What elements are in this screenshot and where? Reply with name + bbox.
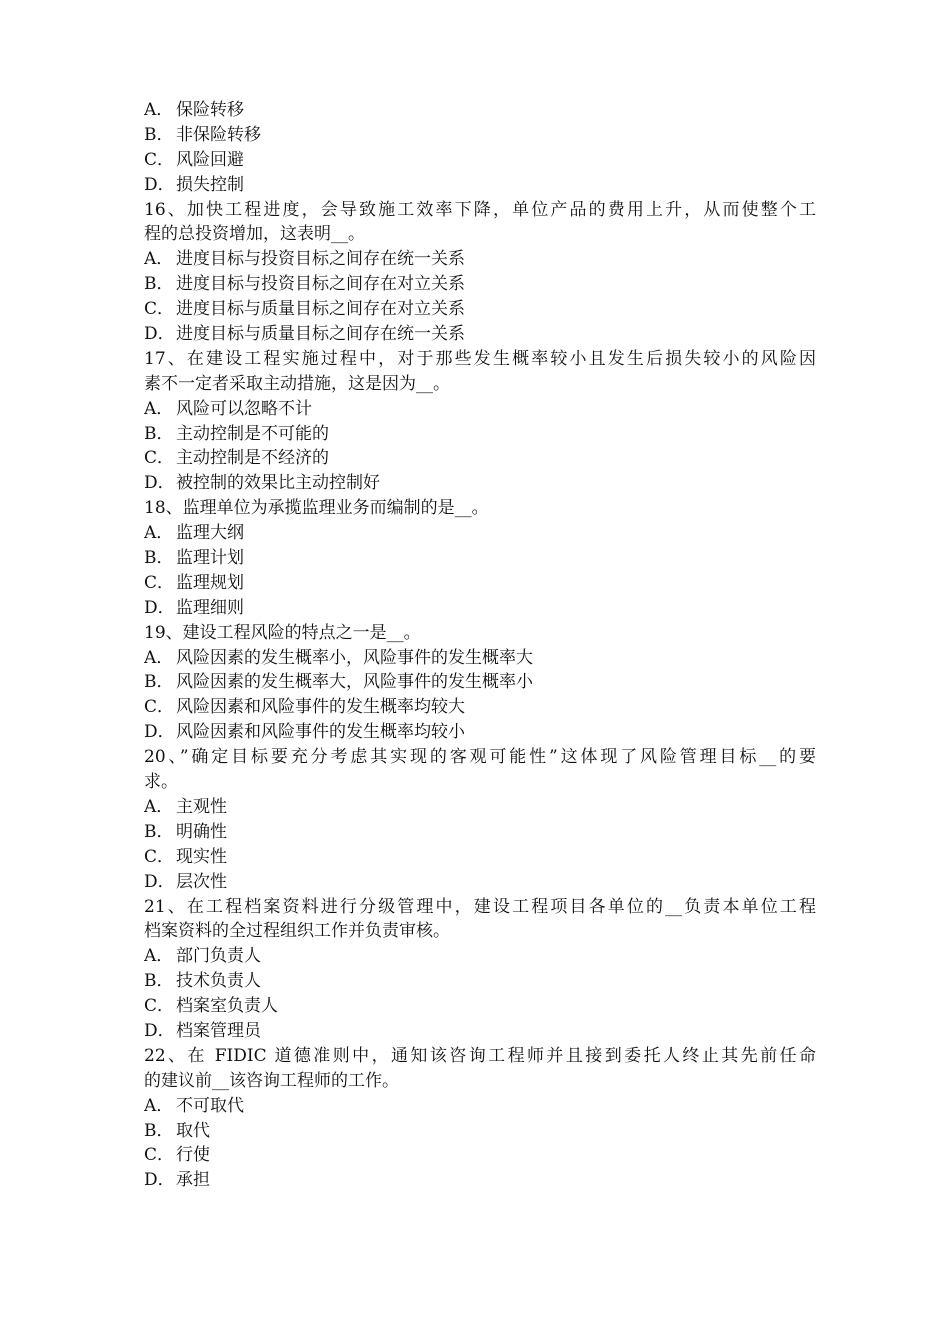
- leading-options: [144, 98, 816, 198]
- option-b: [144, 670, 816, 695]
- question-stem-line: 19、建设工程风险的特点之一是__。: [144, 622, 421, 643]
- option-d: [144, 596, 816, 621]
- question-stem-line: 的建议前__该咨询工程师的工作。: [144, 1070, 399, 1091]
- option-text: 被控制的效果比主动控制好: [176, 473, 380, 494]
- option-text: 档案室负责人: [176, 996, 278, 1017]
- option-c: [144, 297, 816, 322]
- option-d: [144, 1019, 816, 1044]
- option-text: 不可取代: [176, 1095, 244, 1116]
- option-text: 监理规划: [176, 572, 244, 593]
- option-a: [144, 521, 816, 546]
- question-stem-line: 20、”确定目标要充分考虑其实现的客观可能性”这体现了风险管理目标__的要: [144, 747, 816, 768]
- option-letter: D．: [144, 1020, 175, 1041]
- option-text: 主动控制是不可能的: [176, 423, 329, 444]
- option-d: [144, 322, 816, 347]
- option-letter: C．: [144, 572, 175, 593]
- option-d: [144, 870, 816, 895]
- option-text: 风险因素和风险事件的发生概率均较大: [176, 697, 465, 718]
- question-stem-line: 求。: [144, 772, 178, 793]
- option-letter: D．: [144, 473, 175, 494]
- option-c: [144, 148, 816, 173]
- option-letter: A．: [144, 100, 174, 120]
- option-text: 风险可以忽略不计: [176, 398, 312, 419]
- option-letter: D．: [144, 871, 175, 892]
- option-letter: B．: [144, 1120, 174, 1141]
- option-text: 风险回避: [176, 149, 244, 170]
- document-page: [144, 98, 816, 1193]
- option-b: [144, 1119, 816, 1144]
- option-text: 行使: [176, 1145, 210, 1166]
- option-c: [144, 994, 816, 1019]
- option-letter: C．: [144, 149, 175, 170]
- option-letter: C．: [144, 1145, 175, 1166]
- option-text: 风险因素的发生概率小，风险事件的发生概率大: [176, 647, 533, 668]
- option-text: 主观性: [176, 796, 227, 817]
- option-letter: A．: [144, 249, 174, 270]
- option-b: [144, 969, 816, 994]
- option-a: [144, 795, 816, 820]
- option-b: [144, 546, 816, 571]
- option-text: 监理计划: [176, 548, 244, 569]
- question-stem-line: 21、在工程档案资料进行分级管理中，建设工程项目各单位的__负责本单位工程: [144, 896, 816, 917]
- option-letter: A．: [144, 1095, 174, 1116]
- option-letter: C．: [144, 996, 175, 1017]
- option-text: 明确性: [176, 821, 227, 842]
- option-text: 进度目标与投资目标之间存在统一关系: [176, 249, 465, 270]
- option-a: [144, 646, 816, 671]
- option-letter: C．: [144, 697, 175, 718]
- option-a: [144, 98, 816, 123]
- option-d: [144, 720, 816, 745]
- option-letter: A．: [144, 946, 174, 967]
- option-letter: D．: [144, 722, 175, 743]
- option-text: 保险转移: [176, 100, 244, 120]
- option-letter: D．: [144, 1170, 175, 1191]
- option-text: 风险因素和风险事件的发生概率均较小: [176, 722, 465, 743]
- option-letter: D．: [144, 324, 175, 345]
- question-stem-line: 22、在 FIDIC 道德准则中，通知该咨询工程师并且接到委托人终止其先前任命: [144, 1045, 816, 1066]
- option-text: 进度目标与质量目标之间存在对立关系: [176, 299, 465, 320]
- question-21: [144, 895, 816, 1044]
- option-text: 现实性: [176, 846, 227, 867]
- option-letter: D．: [144, 174, 175, 195]
- option-b: [144, 820, 816, 845]
- option-letter: B．: [144, 672, 174, 693]
- option-letter: C．: [144, 448, 175, 469]
- option-text: 技术负责人: [176, 971, 261, 992]
- option-text: 主动控制是不经济的: [176, 448, 329, 469]
- option-c: [144, 446, 816, 471]
- option-a: [144, 397, 816, 422]
- option-text: 层次性: [176, 871, 227, 892]
- option-text: 进度目标与质量目标之间存在统一关系: [176, 324, 465, 345]
- question-17: [144, 347, 816, 496]
- question-18: [144, 496, 816, 620]
- option-c: [144, 1143, 816, 1168]
- option-text: 进度目标与投资目标之间存在对立关系: [176, 274, 465, 295]
- option-text: 监理大纲: [176, 523, 244, 544]
- option-b: [144, 422, 816, 447]
- option-c: [144, 695, 816, 720]
- question-20: [144, 745, 816, 894]
- option-b: [144, 272, 816, 297]
- option-letter: B．: [144, 548, 174, 569]
- option-letter: B．: [144, 971, 174, 992]
- option-c: [144, 845, 816, 870]
- option-text: 非保险转移: [176, 124, 261, 145]
- option-letter: A．: [144, 523, 174, 544]
- question-stem-line: 程的总投资增加，这表明__。: [144, 224, 365, 245]
- option-letter: C．: [144, 299, 175, 320]
- option-letter: A．: [144, 647, 174, 668]
- option-d: [144, 471, 816, 496]
- question-stem-line: 素不一定者采取主动措施，这是因为__。: [144, 373, 450, 394]
- option-letter: B．: [144, 124, 174, 145]
- option-b: [144, 123, 816, 148]
- option-d: [144, 173, 816, 198]
- option-letter: A．: [144, 796, 174, 817]
- option-text: 监理细则: [176, 597, 244, 618]
- option-letter: D．: [144, 597, 175, 618]
- question-stem-line: 档案资料的全过程组织工作并负责审核。: [144, 921, 450, 942]
- question-22: [144, 1044, 816, 1193]
- question-16: [144, 198, 816, 347]
- option-letter: B．: [144, 274, 174, 295]
- question-stem-line: 16、加快工程进度，会导致施工效率下降，单位产品的费用上升，从而使整个工: [144, 199, 816, 220]
- option-letter: B．: [144, 821, 174, 842]
- option-text: 档案管理员: [176, 1020, 261, 1041]
- option-letter: B．: [144, 423, 174, 444]
- question-19: [144, 621, 816, 745]
- option-text: 承担: [176, 1170, 210, 1191]
- option-letter: A．: [144, 398, 174, 419]
- question-stem-line: 18、监理单位为承揽监理业务而编制的是__。: [144, 498, 489, 519]
- option-letter: C．: [144, 846, 175, 867]
- option-text: 损失控制: [176, 174, 244, 195]
- option-a: [144, 1094, 816, 1119]
- option-text: 风险因素的发生概率大，风险事件的发生概率小: [176, 672, 533, 693]
- option-a: [144, 944, 816, 969]
- question-stem-line: 17、在建设工程实施过程中，对于那些发生概率较小且发生后损失较小的风险因: [144, 348, 816, 369]
- option-text: 取代: [176, 1120, 210, 1141]
- option-a: [144, 247, 816, 272]
- option-d: [144, 1168, 816, 1193]
- option-c: [144, 571, 816, 596]
- option-text: 部门负责人: [176, 946, 261, 967]
